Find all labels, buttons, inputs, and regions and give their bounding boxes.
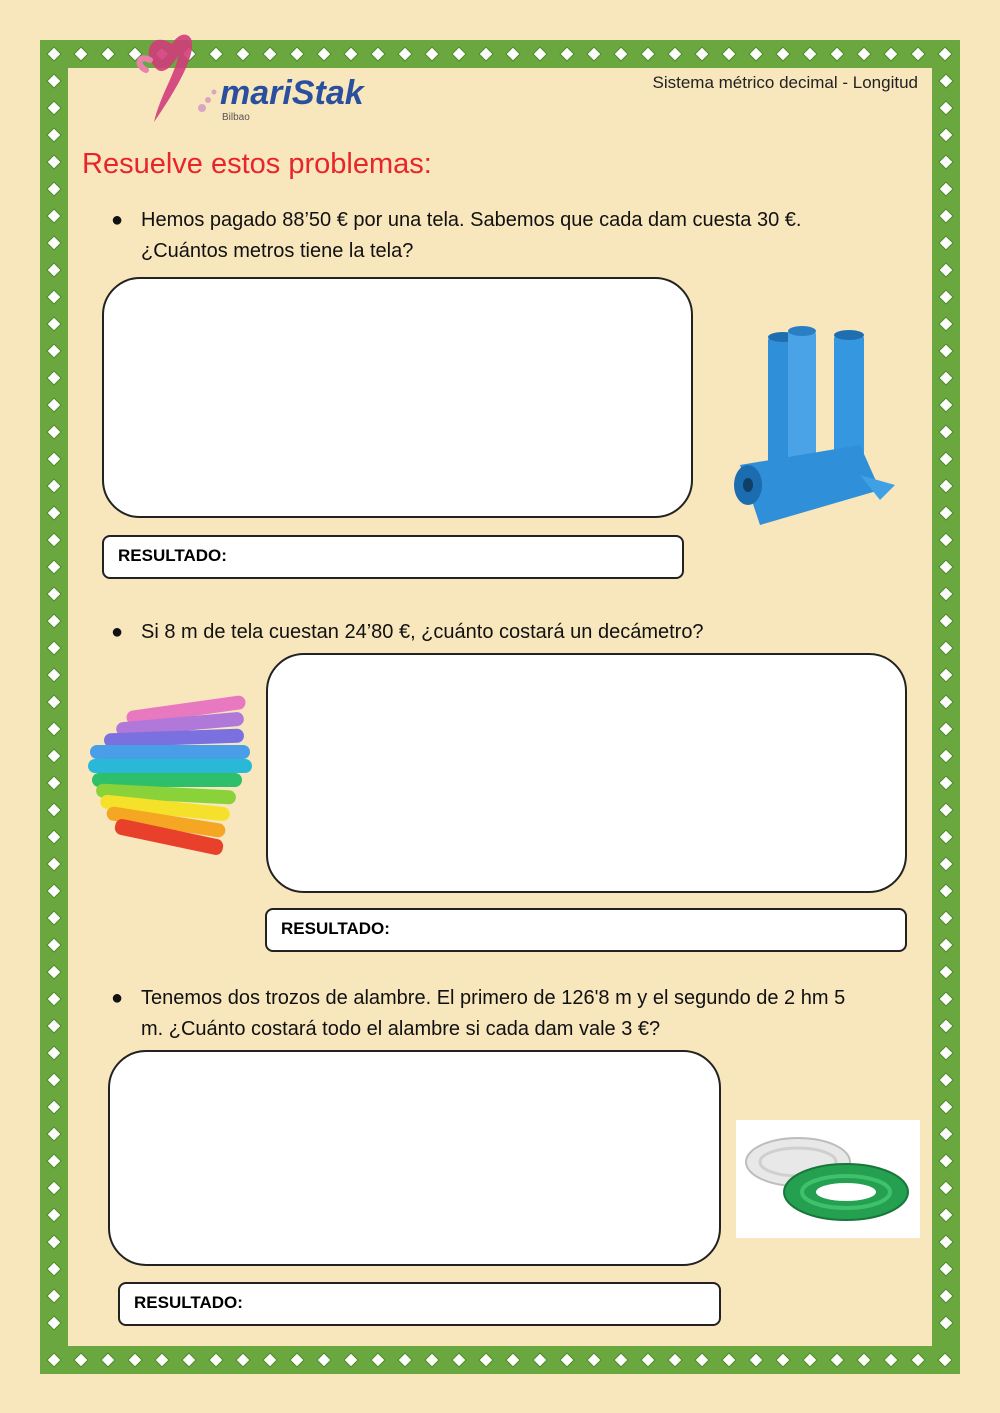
problem-line: Si 8 m de tela cuestan 24’80 €, ¿cuánto costará un decámetro? bbox=[141, 621, 704, 643]
problem-line: Tenemos dos trozos de alambre. El primero de 126'8 m y el segundo de 2 hm 5 bbox=[141, 987, 846, 1009]
answer-area-1[interactable] bbox=[102, 277, 693, 518]
problem-2-text bbox=[111, 617, 901, 648]
blue-fabric-rolls-image bbox=[730, 325, 900, 530]
result-label: RESULTADO: bbox=[134, 1293, 243, 1312]
logo-text: mariStak bbox=[220, 74, 364, 112]
problem-line: ¿Cuántos metros tiene la tela? bbox=[141, 240, 414, 262]
logo-subtext: Bilbao bbox=[222, 112, 250, 123]
wire-coils-image bbox=[736, 1120, 920, 1238]
bullet-icon: ● bbox=[111, 209, 124, 231]
problem-line: m. ¿Cuánto costará todo el alambre si cada dam vale 3 €? bbox=[141, 1018, 661, 1040]
heart-logo-icon bbox=[132, 26, 382, 126]
worksheet-subject: Sistema métrico decimal - Longitud bbox=[652, 73, 918, 92]
result-field-1[interactable] bbox=[102, 535, 684, 579]
result-label: RESULTADO: bbox=[281, 919, 390, 938]
result-label: RESULTADO: bbox=[118, 546, 227, 565]
problem-1-text bbox=[111, 205, 901, 267]
page-title: Resuelve estos problemas: bbox=[82, 148, 432, 180]
answer-area-2[interactable] bbox=[266, 653, 907, 893]
bullet-icon: ● bbox=[111, 987, 124, 1009]
problem-line: Hemos pagado 88’50 € por una tela. Sabemos que cada dam cuesta 30 €. bbox=[141, 209, 802, 231]
result-field-2[interactable] bbox=[265, 908, 907, 952]
answer-area-3[interactable] bbox=[108, 1050, 721, 1266]
maristak-logo bbox=[132, 26, 382, 126]
problem-3-text bbox=[111, 983, 911, 1045]
rainbow-fabric-stack-image bbox=[86, 695, 258, 865]
bullet-icon: ● bbox=[111, 621, 124, 643]
result-field-3[interactable] bbox=[118, 1282, 721, 1326]
